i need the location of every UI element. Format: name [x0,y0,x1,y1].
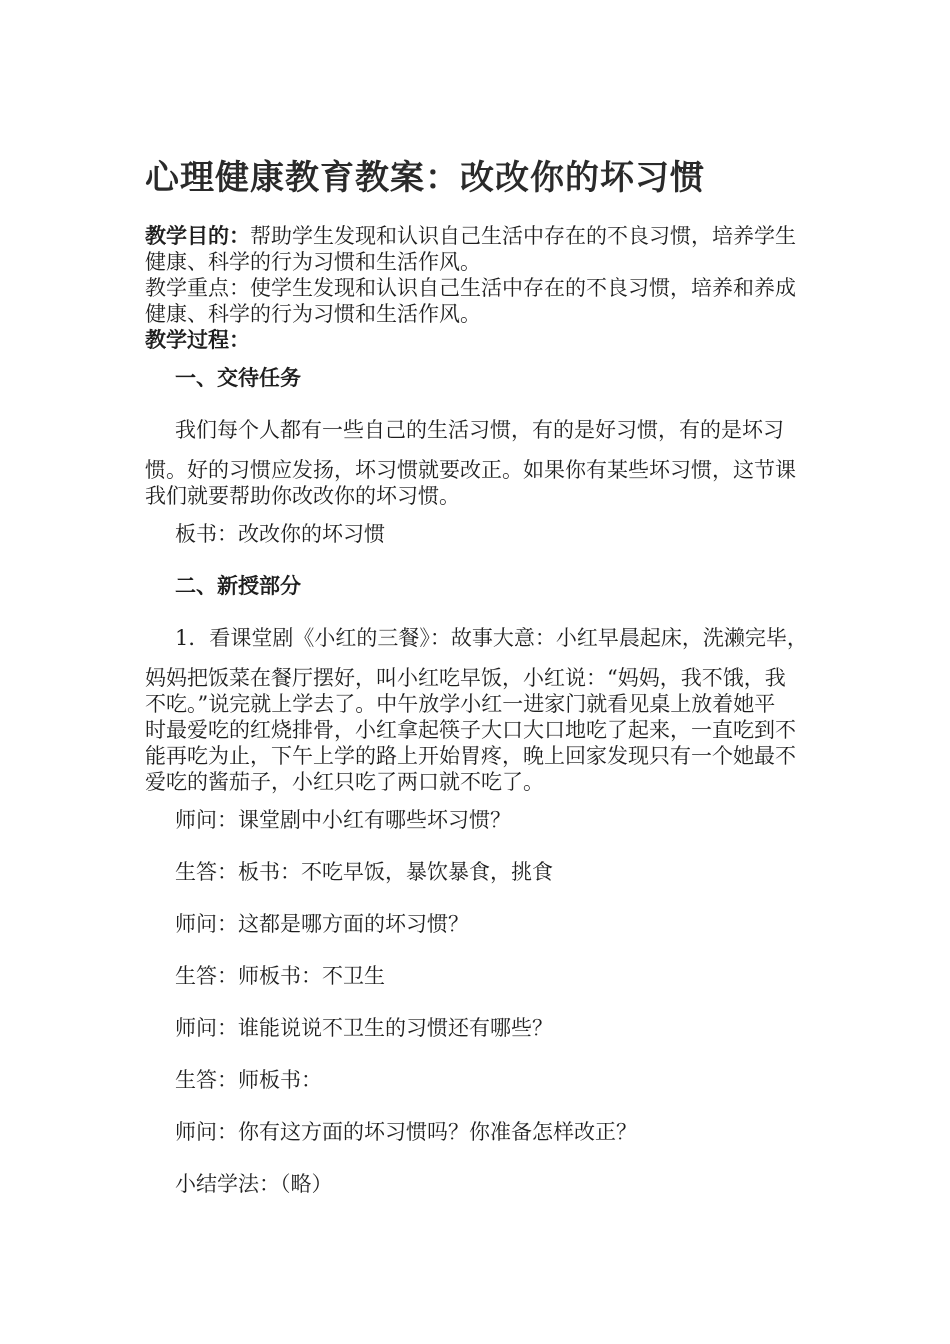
goal-paragraph-line-2: 健康、科学的行为习惯和生活作风。 [145,250,481,274]
qa-line: 师问：课堂剧中小红有哪些坏习惯？ [175,808,511,832]
focus-paragraph-line-1: 教学重点：使学生发现和认识自己生活中存在的不良习惯，培养和养成 [145,276,796,300]
qa-line: 师问：你有这方面的坏习惯吗？你准备怎样改正？ [175,1120,637,1144]
paragraph-2-line-5: 能再吃为止，下午上学的路上开始胃疼，晚上回家发现只有一个她最不 [145,744,796,768]
qa-line: 生答：板书：不吃早饭，暴饮暴食，挑食 [175,860,553,884]
qa-line: 生答：师板书：不卫生 [175,964,385,988]
paragraph-1-line-2: 惯。好的习惯应发扬，坏习惯就要改正。如果你有某些坏习惯，这节课 [145,458,796,482]
paragraph-2-line-2: 妈妈把饭菜在餐厅摆好，叫小红吃早饭，小红说：“妈妈，我不饿，我 [145,666,786,690]
paragraph-2-line-6: 爱吃的酱茄子，小红只吃了两口就不吃了。 [145,770,544,794]
goal-paragraph-line-1 [145,223,796,249]
focus-paragraph-line-2: 健康、科学的行为习惯和生活作风。 [145,302,481,326]
summary-line: 小结学法：（略） [175,1172,333,1196]
process-label: 教学过程： [145,328,250,352]
paragraph-2-line-4: 时最爱吃的红烧排骨，小红拿起筷子大口大口地吃了起来，一直吃到不 [145,718,796,742]
paragraph-2-line-1: 1．看课堂剧《小红的三餐》：故事大意：小红早晨起床，洗濑完毕， [175,626,808,650]
qa-line: 生答：师板书： [175,1068,322,1092]
board-note: 板书：改改你的坏习惯 [175,522,385,546]
section-heading-2: 二、新授部分 [175,574,301,598]
qa-line: 师问：谁能说说不卫生的习惯还有哪些？ [175,1016,553,1040]
goal-text: 帮助学生发现和认识自己生活中存在的不良习惯，培养学生 [250,224,796,248]
paragraph-1-line-1: 我们每个人都有一些自己的生活习惯，有的是好习惯，有的是坏习 [175,418,784,442]
section-heading-1: 一、交待任务 [175,366,301,390]
goal-label: 教学目的： [145,224,250,248]
qa-line: 师问：这都是哪方面的坏习惯？ [175,912,469,936]
paragraph-1-line-3: 我们就要帮助你改改你的坏习惯。 [145,484,460,508]
document-title: 心理健康教育教案：改改你的坏习惯 [145,158,705,198]
paragraph-2-line-3: 不吃。”说完就上学去了。中午放学小红一进家门就看见桌上放着她平 [145,692,776,716]
